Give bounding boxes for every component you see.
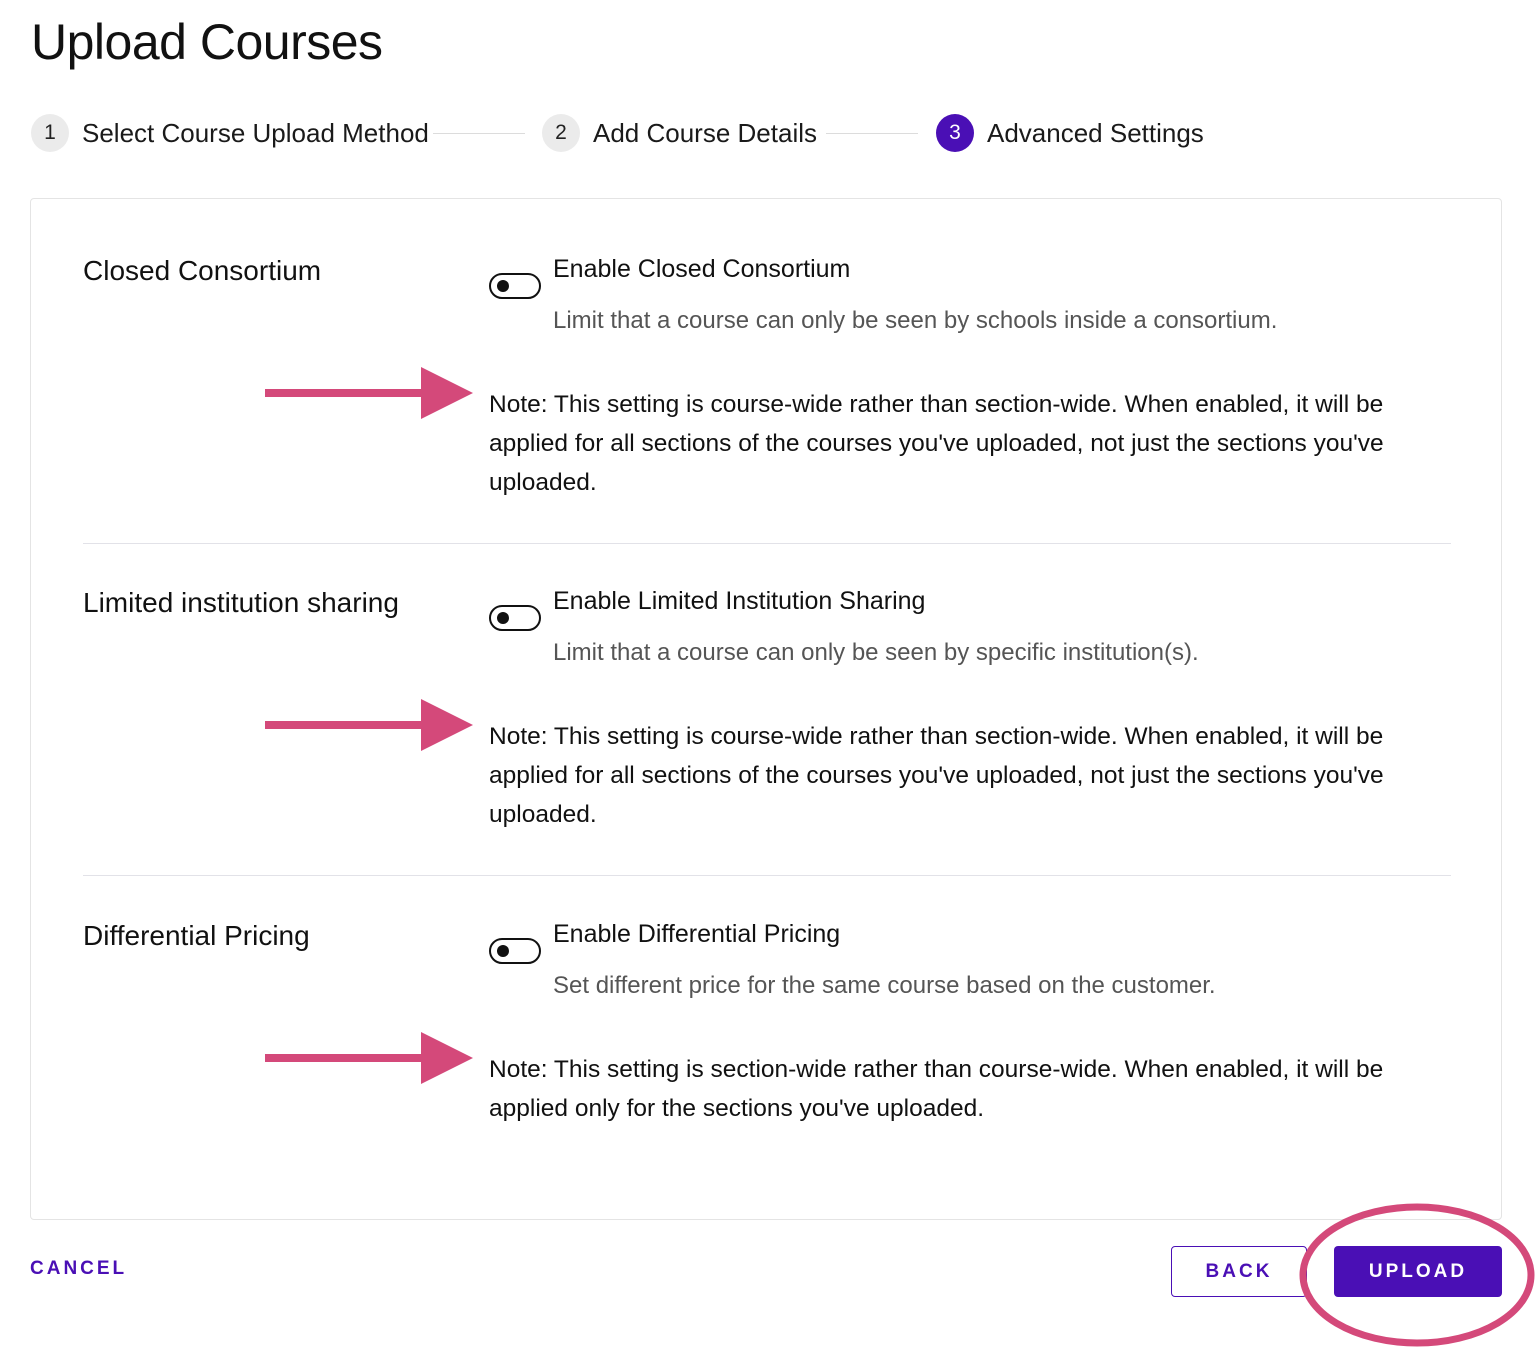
limited-institution-sharing-toggle[interactable]: [489, 605, 541, 631]
section-note: Note: This setting is course-wide rather than section-wide. When enabled, it will be applied for all sections of the courses you've uploaded, not just the sections you've uploaded.: [489, 723, 1384, 828]
toggle-knob: [497, 280, 509, 292]
differential-pricing-toggle[interactable]: [489, 938, 541, 964]
toggle-description: Limit that a course can only be seen by schools inside a consortium.: [553, 307, 1278, 334]
stepper: [31, 112, 1231, 154]
closed-consortium-toggle[interactable]: [489, 273, 541, 299]
toggle-label: Enable Closed Consortium: [553, 255, 851, 283]
cancel-button[interactable]: CANCEL: [30, 1258, 128, 1279]
toggle-knob: [497, 612, 509, 624]
toggle-label: Enable Limited Institution Sharing: [553, 587, 926, 615]
section-differential-pricing: [83, 920, 1451, 1140]
toggle-description: Limit that a course can only be seen by specific institution(s).: [553, 639, 1199, 666]
advanced-settings-card: [30, 198, 1502, 1220]
step-number: 1: [31, 114, 69, 152]
step-number: 2: [542, 114, 580, 152]
section-closed-consortium: [83, 255, 1451, 505]
section-title: Limited institution sharing: [83, 587, 399, 618]
annotation-arrow-icon: [265, 1032, 473, 1084]
section-title: Differential Pricing: [83, 920, 310, 951]
step-connector: [826, 133, 918, 134]
back-button[interactable]: BACK: [1171, 1246, 1307, 1297]
section-divider: [83, 875, 1451, 876]
page-title: Upload Courses: [31, 14, 383, 70]
step-number: 3: [936, 114, 974, 152]
upload-button[interactable]: UPLOAD: [1334, 1246, 1502, 1297]
section-title: Closed Consortium: [83, 255, 322, 286]
step-advanced-settings[interactable]: [936, 112, 1204, 154]
step-select-upload-method[interactable]: [31, 112, 429, 154]
annotation-arrow-icon: [265, 367, 473, 419]
step-connector: [433, 133, 525, 134]
section-note: Note: This setting is course-wide rather than section-wide. When enabled, it will be applied for all sections of the courses you've uploaded, not just the sections you've uploaded.: [489, 391, 1384, 496]
step-label: Select Course Upload Method: [82, 117, 429, 148]
step-add-course-details[interactable]: [542, 112, 817, 154]
toggle-knob: [497, 945, 509, 957]
step-label: Advanced Settings: [987, 117, 1204, 148]
toggle-description: Set different price for the same course based on the customer.: [553, 972, 1216, 999]
section-note: Note: This setting is section-wide rather than course-wide. When enabled, it will be applied only for the sections you've uploaded.: [489, 1056, 1384, 1122]
step-label: Add Course Details: [593, 117, 817, 148]
toggle-label: Enable Differential Pricing: [553, 920, 841, 948]
section-limited-institution-sharing: [83, 587, 1451, 837]
section-divider: [83, 543, 1451, 544]
annotation-arrow-icon: [265, 699, 473, 751]
